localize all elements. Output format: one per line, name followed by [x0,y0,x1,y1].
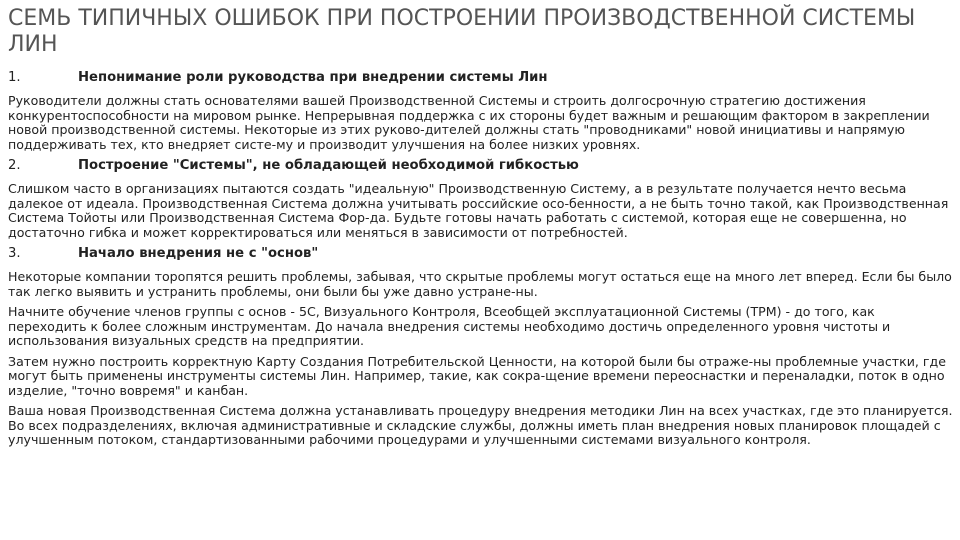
paragraph: Затем нужно построить корректную Карту Создания Потребительской Ценности, на которой были бы отраже-ны проблемные участки, где могут быть применены инструменты системы Лин. Например, такие, как сокра-щение времени переоснастки и переналадки, поток в одно изделие, "точно вовремя" и канбан. [8,353,946,398]
paragraph: Ваша новая Производственная Система должна устанавливать процедуру внедрения методики Лин на всех участках, где это планируется. Во всех подразделениях, включая административные и складские службы, должны иметь план внедрения новых планировок площадей с улучшенным потоком, стандартизованными рабочими процедурами и улучшенными системами визуального контроля. [8,403,953,447]
section-heading-text: Начало внедрения не с "основ" [78,246,319,261]
slide-title: СЕМЬ ТИПИЧНЫХ ОШИБОК ПРИ ПОСТРОЕНИИ ПРОИЗВОДСТВЕННОЙ СИСТЕМЫ ЛИН [8,6,916,57]
paragraph: Некоторые компании торопятся решить проблемы, забывая, что скрытые проблемы могут остаться еще на много лет вперед. Если бы было так легко выявить и устранить проблемы, они были бы уже давно устране-ны. [8,269,952,299]
slide-content [8,70,953,454]
section-number: 3. [8,246,21,261]
section-number: 1. [8,70,21,85]
section-number: 2. [8,158,21,173]
section-heading-text: Построение "Системы", не обладающей необходимой гибкостью [78,158,579,173]
paragraph: Начните обучение членов группы с основ - 5С, Визуального Контроля, Всеобщей эксплуатационной Системы (ТРМ) - до того, как переходить к более сложным инструментам. До начала внедрения системы необходимо достичь определенного уровня чистоты и использования визуальных средств на предприятии. [8,304,891,348]
section-heading-2 [8,158,953,174]
paragraph: Руководители должны стать основателями вашей Производственной Системы и строить долгосрочную стратегию достижения конкурентоспособности на мировом рынке. Непрерывная поддержка с их стороны будет важным и решающим фактором в закреплении новой производственной системы. Некоторые из этих руково-дителей должны стать "проводниками" новой инициативы и напрямую поддерживать тех, кто внедряет систе-му и производит улучшения на более низких уровнях. [8,93,930,152]
section-heading-1 [8,70,953,86]
section-heading-text: Непонимание роли руководства при внедрении системы Лин [78,70,548,85]
section-heading-3 [8,246,953,262]
paragraph: Слишком часто в организациях пытаются создать "идеальную" Производственную Систему, а в результате получается нечто весьма далекое от идеала. Производственная Система должна учитывать российские осо-бенности, а не быть точно такой, как Производственная Система Тойоты или Производственная Система Фор-да. Будьте готовы начать работать с системой, которая еще не совершенна, но достаточно гибка и может корректироваться или меняться в зависимости от потребностей. [8,181,949,240]
